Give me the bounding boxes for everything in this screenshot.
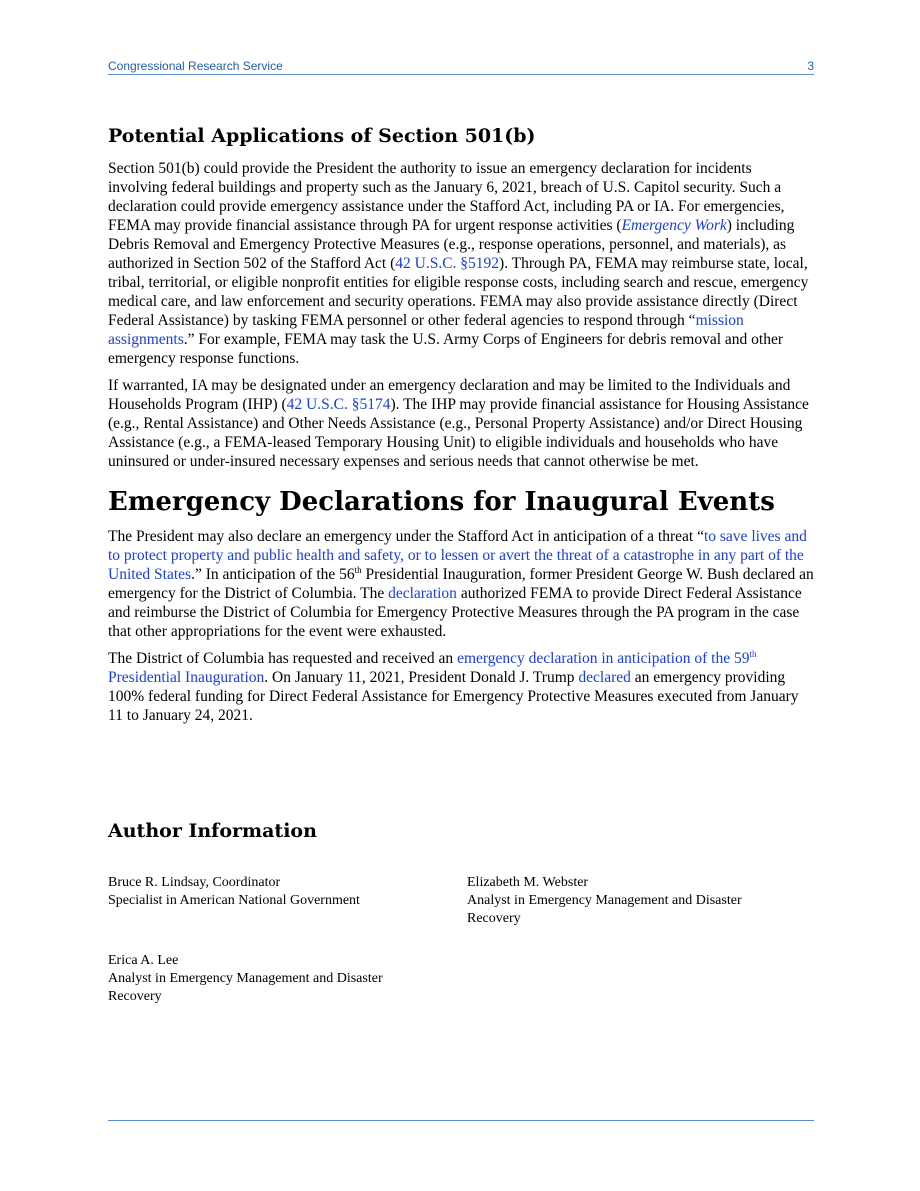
paragraph-inaugural-1 bbox=[108, 527, 814, 641]
link-text: Presidential Inauguration bbox=[108, 669, 265, 686]
page-header bbox=[108, 58, 814, 75]
text-span: The President may also declare an emergency under the Stafford Act in anticipation of a threat “ bbox=[108, 528, 704, 545]
declared-link[interactable]: declared bbox=[578, 669, 631, 686]
author-block bbox=[108, 874, 448, 910]
text-span: ) including Debris Removal and Emergency Protective Measures (e.g., response operations, personnel, and materials), as authorized in Section 502 of the Stafford Act ( bbox=[108, 217, 795, 272]
text-span: ). The IHP may provide financial assistance for Housing Assistance (e.g., Rental Assistance) and Other Needs Assistance (e.g., Personal Property Assistance) and/or Direct Housing Assistance (e.g., a FEMA-leased Temporary Housing Unit) to eligible individuals and households who have uninsured or under-insured necessary expenses and serious needs that cannot otherwise be met. bbox=[108, 396, 809, 470]
section-heading-inaugural: Emergency Declarations for Inaugural Events bbox=[108, 487, 775, 517]
paragraph-inaugural-2 bbox=[108, 649, 814, 725]
text-span: an emergency providing 100% federal funding for Direct Federal Assistance for Emergency Protective Measures executed from January 11 to January 24, 2021. bbox=[108, 669, 799, 724]
author-name: Elizabeth M. Webster bbox=[467, 875, 589, 890]
declaration-link[interactable]: declaration bbox=[388, 585, 457, 602]
usc-5174-link[interactable]: 42 U.S.C. §5174 bbox=[286, 396, 391, 413]
emergency-work-link[interactable]: Emergency Work bbox=[621, 217, 727, 234]
main-content bbox=[108, 125, 814, 733]
author-block bbox=[108, 952, 418, 1006]
superscript: th bbox=[749, 648, 757, 659]
author-role: Specialist in American National Government bbox=[108, 893, 360, 908]
author-info-heading: Author Information bbox=[108, 820, 317, 842]
paragraph-501b-1 bbox=[108, 159, 814, 368]
author-name: Erica A. Lee bbox=[108, 953, 179, 968]
text-span: If warranted, IA may be designated under an emergency declaration and may be limited to the Individuals and Households Program (IHP) ( bbox=[108, 377, 791, 413]
link-text: emergency declaration in anticipation of the 59 bbox=[457, 650, 750, 667]
text-span: ). Through PA, FEMA may reimburse state, local, tribal, territorial, or eligible nonprofit entities for eligible response costs, including search and rescue, emergency medical care, and law enforcement and security operations. FEMA may also provide assistance directly (Direct Federal Assistance) by tasking FEMA personnel or other federal agencies to respond through “ bbox=[108, 255, 809, 329]
org-name: Congressional Research Service bbox=[108, 59, 283, 73]
author-block bbox=[467, 874, 787, 928]
author-role: Analyst in Emergency Management and Disaster Recovery bbox=[467, 893, 742, 926]
text-span: . On January 11, 2021, President Donald J. Trump bbox=[264, 669, 579, 686]
text-span: Presidential Inauguration, former President George W. Bush declared an emergency for the District of Columbia. The bbox=[108, 566, 814, 602]
usc-5192-link[interactable]: 42 U.S.C. §5192 bbox=[395, 255, 500, 272]
superscript: th bbox=[354, 564, 362, 575]
text-span: .” In anticipation of the 56 bbox=[191, 566, 355, 583]
mission-assignments-link[interactable]: mission assignments bbox=[108, 312, 744, 348]
text-span: Section 501(b) could provide the President the authority to issue an emergency declaration for incidents involving federal buildings and property such as the January 6, 2021, breach of U.S. Capitol security. Such a declaration could provide emergency assistance under the Stafford Act, including PA or IA. For emergencies, FEMA may provide financial assistance through PA for urgent response activities ( bbox=[108, 160, 785, 234]
author-name: Bruce R. Lindsay, Coordinator bbox=[108, 875, 281, 890]
page-number: 3 bbox=[807, 59, 814, 73]
paragraph-501b-2 bbox=[108, 376, 814, 471]
stafford-quote-link[interactable]: to save lives and to protect property and public health and safety, or to lessen or avert the threat of a catastrophe in any part of the United States bbox=[108, 528, 807, 583]
author-role: Analyst in Emergency Management and Disaster Recovery bbox=[108, 971, 383, 1004]
section-heading-501b: Potential Applications of Section 501(b) bbox=[108, 125, 536, 147]
text-span: The District of Columbia has requested and received an bbox=[108, 650, 458, 667]
footer-rule bbox=[108, 1120, 814, 1121]
text-span: authorized FEMA to provide Direct Federal Assistance and reimburse the District of Columbia for Emergency Protective Measures through the PA program in the case that other appropriations for the event were exhausted. bbox=[108, 585, 802, 640]
text-span: .” For example, FEMA may task the U.S. Army Corps of Engineers for debris removal and other emergency response functions. bbox=[108, 331, 783, 367]
